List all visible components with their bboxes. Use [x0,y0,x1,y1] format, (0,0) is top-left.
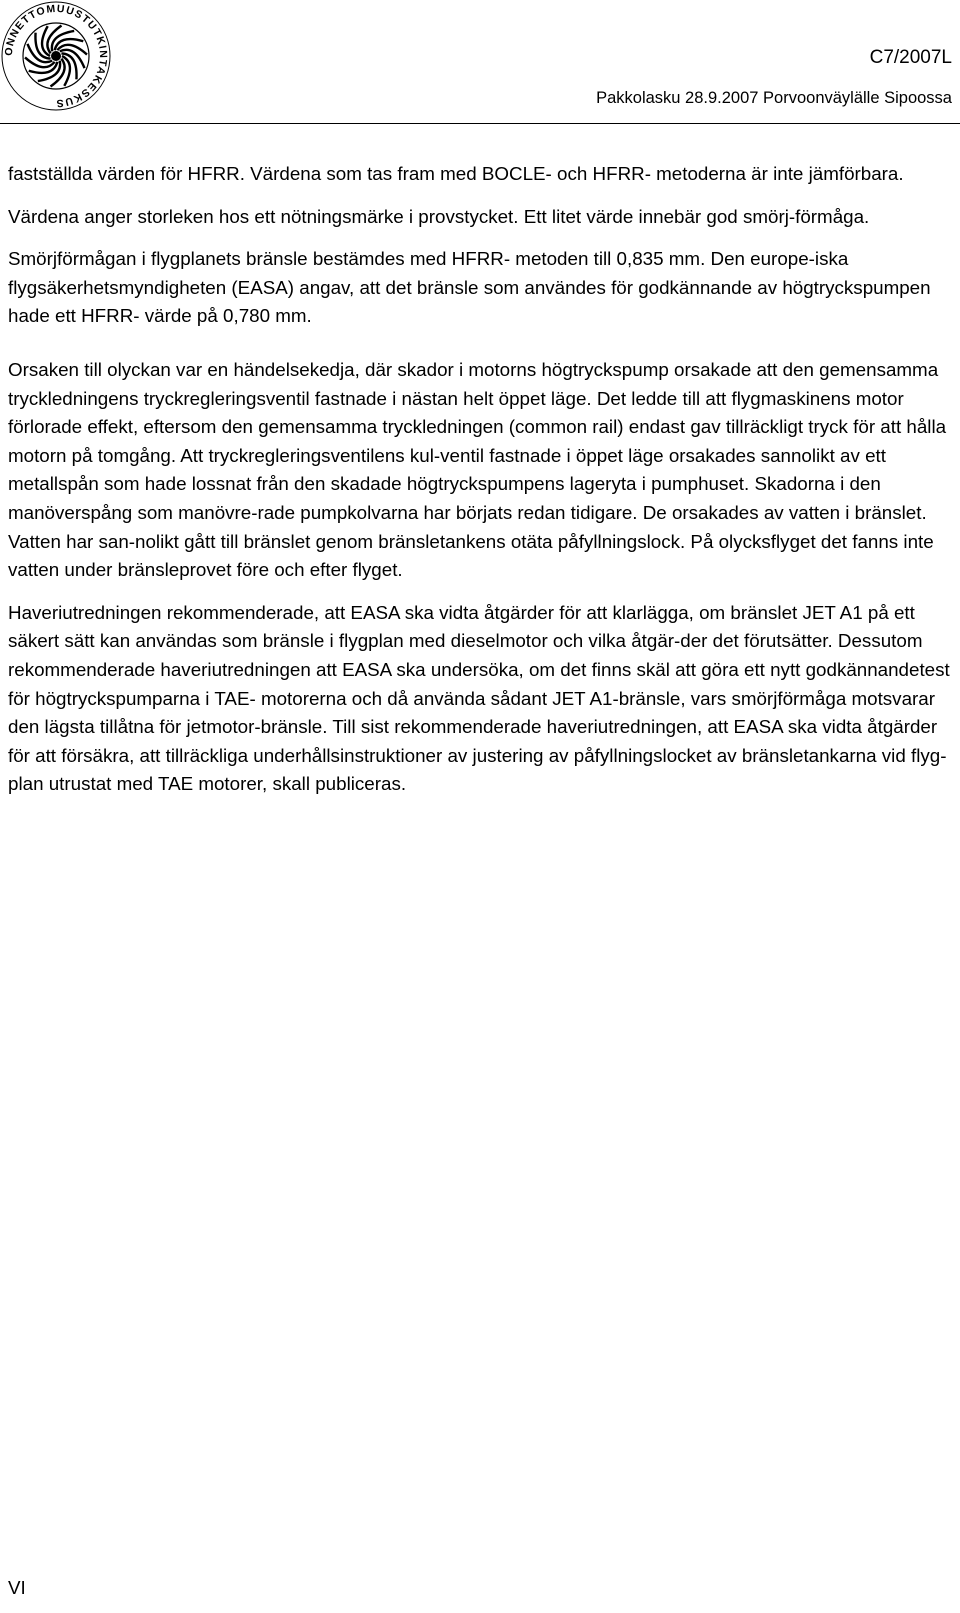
logo-ring-text: ONNETTOMUUSTUTKINTAKESKUS [2,2,110,110]
body-text [8,160,954,824]
paragraph-2: Värdena anger storleken hos ett nötningsmärke i provstycket. Ett litet värde innebär god smörj-förmåga. [8,205,870,227]
paragraph-1: fastställda värden för HFRR. Värdena som tas fram med BOCLE- och HFRR- metoderna är inte jämförbara. [8,163,904,184]
header-divider [0,123,960,124]
paragraph-3: Smörjförmågan i flygplanets bränsle bestämdes med HFRR- metoden till 0,835 mm. Den europe-iska flygsäkerhetsmyndigheten (EASA) angav, att det bränsle som användes för godkännande av högtryckspumpen hade ett HFRR- värde på 0,780 mm. [8,248,931,327]
page-number: VI [8,1577,26,1598]
organization-logo [0,0,112,112]
document-subtitle: Pakkolasku 28.9.2007 Porvoonväylälle Sipoossa [596,89,952,107]
document-code: C7/2007L [869,47,952,68]
paragraph-4: Orsaken till olyckan var en händelsekedja, där skador i motorns högtryckspump orsakade att den gemensamma tryckledningens tryckregleringsventil fastnade i nästan helt öppet läge. Det ledde till att flygmaskinens motor förlorade effekt, eftersom den gemensamma tryckledningen (common rail) endast gav tillräckligt tryck för att hålla motorn på tomgång. Att tryckregleringsventilens kul-ventil fastnade i öppet läge orsakades sannolikt av ett metallspån som hade lossnat från den skadade högtryckspumpens lageryta i pumphuset. Skadorna i den manöverspång som manövre-rade pumpkolvarna har börjats redan tidigare. De orsakades av vatten i bränslet. Vatten har san-nolikt gått till bränslet genom bränsletankens otäta påfyllningslock. På olycksflyget det fanns inte vatten under bränsleprovet före och efter flyget. [8,358,947,581]
document-header [596,46,952,108]
paragraph-5: Haveriutredningen rekommenderade, att EASA ska vidta åtgärder för att klarlägga, om bränslet JET A1 på ett säkert sätt kan användas som bränsle i flygplan med dieselmotor och vilka åtgär-der det förutsätter. Dessutom rekommenderade haveriutredningen att EASA ska undersöka, om det finns skäl att göra ett nytt godkännandetest för högtryckspumparna i TAE- motorerna och då använda sådant JET A1-bränsle, vars smörjförmåga motsvarar den lägsta tillåtna för jetmotor-bränsle. Till sist rekommenderade haveriutredningen, att EASA ska vidta åtgärder för att försäkra, att tillräckliga underhållsinstruktioner av justering av påfyllningslocket av bränsletankarna vid flyg-plan utrustat med TAE motorer, skall publiceras. [8,601,950,795]
